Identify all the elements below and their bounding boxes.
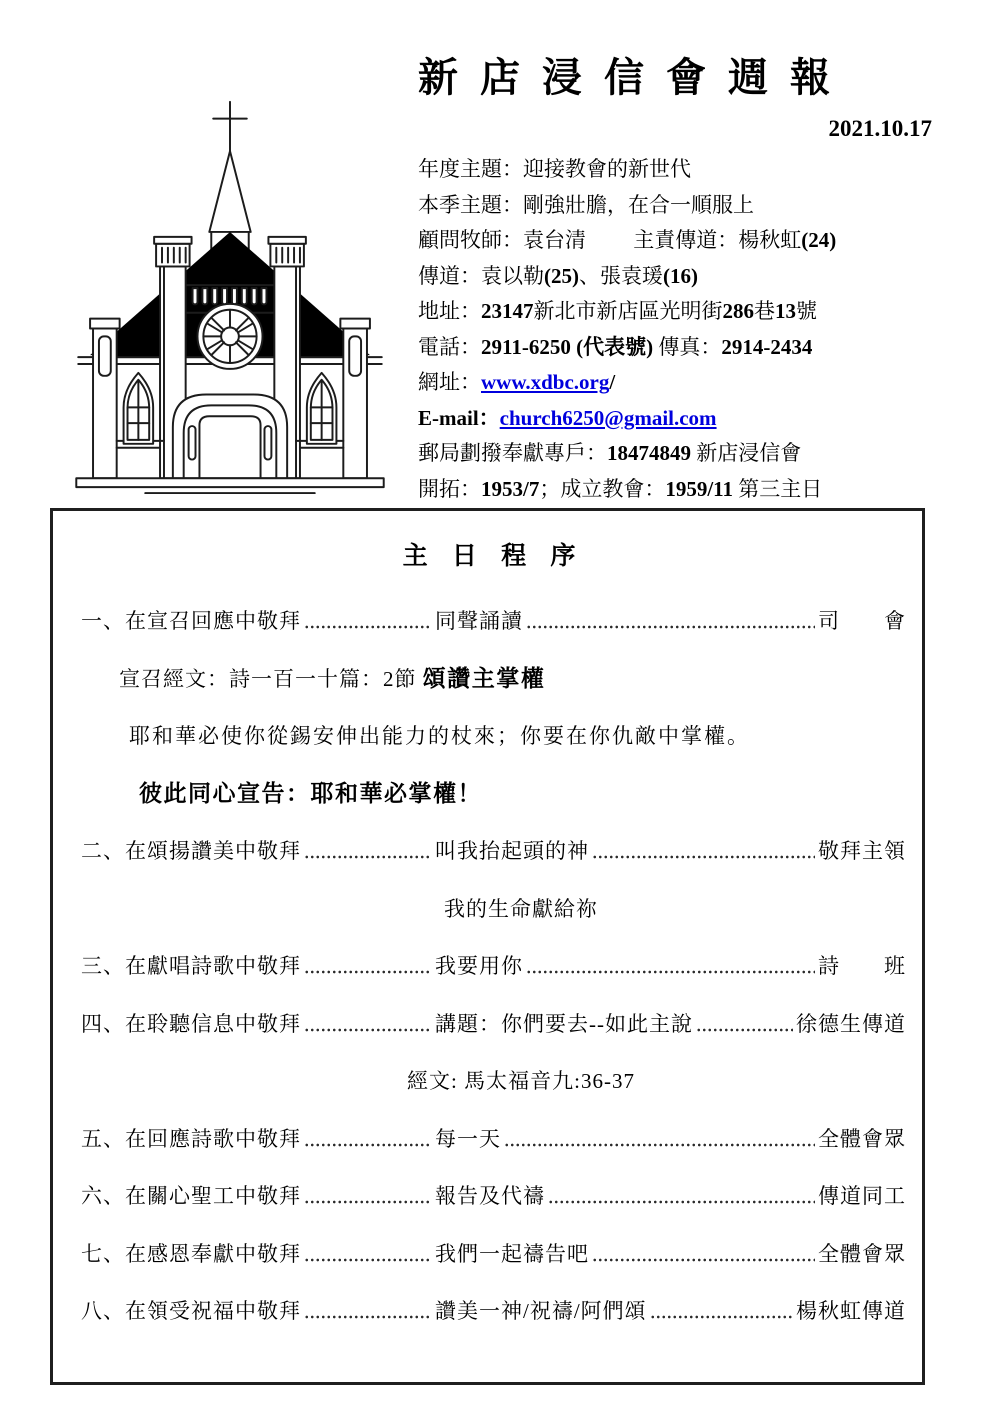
side-window-left	[124, 373, 154, 444]
program-entry-labelcol	[81, 954, 433, 978]
header-info-line	[418, 294, 934, 330]
program-entry-labelcol	[81, 609, 433, 633]
header-text: 傳真：	[653, 334, 722, 359]
dot-leader	[304, 1013, 430, 1035]
page-title: 新 店 浸 信 會 週 報	[418, 55, 836, 100]
dot-leader	[304, 956, 430, 978]
header-text: 23147	[481, 299, 534, 323]
church-base	[76, 478, 383, 493]
program-entry-label: 五、在回應詩歌中敬拜	[81, 1126, 301, 1151]
church-illustration	[58, 94, 402, 498]
dot-leader	[548, 1186, 815, 1208]
program-entry-right: 全體會眾	[818, 1241, 906, 1266]
header-info-line	[418, 365, 934, 401]
header-block	[418, 46, 934, 507]
dot-leader	[304, 1128, 430, 1150]
header-text: 、張袁瑗	[579, 263, 663, 288]
dot-leader	[696, 1013, 793, 1035]
header-text: 2911-6250 (代表號)	[481, 334, 654, 359]
program-entry	[81, 1299, 906, 1323]
program-subline-text: 頌讚主掌權	[422, 665, 546, 691]
dot-leader	[504, 1128, 815, 1150]
header-info-line	[418, 188, 934, 224]
program-entry-label: 六、在關心聖工中敬拜	[81, 1184, 301, 1208]
header-info-line	[418, 472, 934, 508]
program-entry	[81, 1242, 906, 1266]
header-text: 1959/11	[665, 476, 734, 501]
program-subline	[129, 724, 906, 748]
program-entry-item: 同聲誦讀	[435, 609, 523, 633]
header-text: 巷	[754, 299, 775, 323]
rose-window-icon	[197, 304, 262, 369]
program-entry-right: 敬拜主領	[818, 839, 906, 863]
dot-leader	[304, 1301, 430, 1323]
dot-leader	[304, 1243, 430, 1265]
program-entry	[81, 609, 906, 633]
program-entry-right: 傳道同工	[818, 1184, 906, 1208]
dot-leader	[304, 1186, 430, 1208]
header-text: 新店浸信會	[691, 441, 802, 465]
program-entry-label: 七、在感恩奉獻中敬拜	[81, 1241, 301, 1266]
program-entry	[81, 839, 906, 863]
program-entry-labelcol	[81, 1299, 433, 1323]
program-entry-labelcol	[81, 1012, 433, 1036]
header-info-line	[418, 223, 934, 259]
program-entry-item: 讚美一神/祝禱/阿們頌	[435, 1299, 647, 1323]
header-text: (24)	[801, 228, 837, 252]
header-info-line	[418, 436, 934, 472]
program-entry-label: 四、在聆聽信息中敬拜	[81, 1011, 301, 1036]
program-entry-labelcol	[81, 1184, 433, 1208]
program-entry-right: 全體會眾	[818, 1126, 906, 1151]
program-entry-item: 每一天	[435, 1126, 501, 1151]
church-pillar-right	[340, 319, 370, 479]
program-subline-text: 宣召經文：詩一百一十篇：2節	[119, 666, 423, 691]
header-text: (25)	[544, 263, 579, 288]
program-rows	[81, 609, 906, 1323]
program-subline-text: 耶和華必使你從錫安伸出能力的杖來；你要在你仇敵中掌權。	[129, 724, 750, 748]
header-link[interactable]: church6250@gmail.com	[499, 405, 717, 430]
header-link[interactable]: www.xdbc.org	[481, 370, 610, 394]
program-box	[50, 508, 925, 1385]
header-text: 年度主題：迎接教會的新世代	[418, 157, 691, 181]
program-entry-item: 我要用你	[435, 954, 523, 978]
side-window-right	[307, 373, 337, 444]
header-text: 網址：	[418, 370, 481, 394]
entrance-door	[173, 395, 287, 479]
header-text: 傳道：袁以勒	[418, 263, 544, 288]
header-info-line	[418, 330, 934, 366]
program-entry-label: 三、在獻唱詩歌中敬拜	[81, 954, 301, 978]
program-entry-right: 司 會	[818, 609, 906, 633]
header-text: /	[609, 370, 616, 394]
program-entry-label: 二、在頌揚讚美中敬拜	[81, 839, 301, 863]
header-info-line	[418, 401, 934, 437]
program-entry-label: 八、在領受祝福中敬拜	[81, 1299, 301, 1323]
header-text: 286	[722, 299, 754, 323]
program-entry-item: 我們一起禱告吧	[435, 1241, 589, 1266]
header-text: 開拓：	[418, 476, 481, 501]
program-entry-item: 報告及代禱	[435, 1184, 545, 1208]
program-subline-text: 彼此同心宣告：耶和華必掌權！	[139, 780, 482, 806]
issue-date: 2021.10.17	[828, 116, 932, 141]
dot-leader	[650, 1301, 793, 1323]
program-centerline: 我的生命獻給祢	[444, 896, 598, 921]
dot-leader	[526, 956, 815, 978]
header-text: 號	[796, 299, 817, 323]
program-entry	[81, 1012, 906, 1036]
dot-leader	[304, 841, 430, 863]
header-text: (16)	[663, 263, 698, 288]
header-text: 新北市新店區光明街	[533, 299, 723, 323]
header-text: 1953/7	[481, 476, 540, 501]
dot-leader	[592, 1243, 815, 1265]
header-text: 郵局劃撥奉獻專戶：	[418, 441, 607, 465]
dot-leader	[592, 841, 815, 863]
header-info-line	[418, 152, 934, 188]
header-text: 電話：	[418, 334, 481, 359]
program-centerline: 經文: 馬太福音九:36-37	[407, 1069, 635, 1093]
header-text: ；成立教會：	[539, 476, 666, 501]
header-text: 2914-2434	[721, 334, 813, 359]
program-entry-right: 詩 班	[818, 954, 906, 978]
header-text: 本季主題：剛強壯膽，在合一順服上	[418, 192, 754, 217]
program-entry-labelcol	[81, 839, 433, 863]
header-text: 第三主日	[733, 476, 823, 501]
program-subline	[119, 667, 906, 691]
cross-icon	[213, 102, 247, 151]
header-info	[418, 152, 934, 507]
dot-leader	[526, 611, 815, 633]
church-pillar-left	[90, 319, 120, 479]
program-entry	[81, 1184, 906, 1208]
program-entry-label: 一、在宣召回應中敬拜	[81, 609, 301, 633]
header-text: E-mail：	[418, 405, 500, 430]
program-entry-labelcol	[81, 1127, 433, 1151]
dot-leader	[304, 611, 430, 633]
header-text: 18474849	[607, 441, 691, 465]
header-info-line	[418, 259, 934, 295]
program-entry	[81, 1127, 906, 1151]
program-entry-right: 徐德生傳道	[796, 1011, 906, 1036]
header-text: 地址：	[418, 299, 481, 323]
header-text: 13	[775, 299, 796, 323]
program-heading: 主 日 程 序	[402, 543, 585, 570]
program-entry-right: 楊秋虹傳道	[796, 1299, 906, 1323]
program-entry	[81, 954, 906, 978]
program-entry-labelcol	[81, 1242, 433, 1266]
program-entry-item: 叫我抬起頭的神	[435, 839, 589, 863]
church-illustration-svg	[58, 94, 402, 498]
program-entry-item: 講題：你們要去--如此主說	[435, 1011, 693, 1036]
header-text: 顧問牧師：袁台清 主責傳道：楊秋虹	[418, 228, 802, 252]
program-subline	[139, 782, 906, 806]
